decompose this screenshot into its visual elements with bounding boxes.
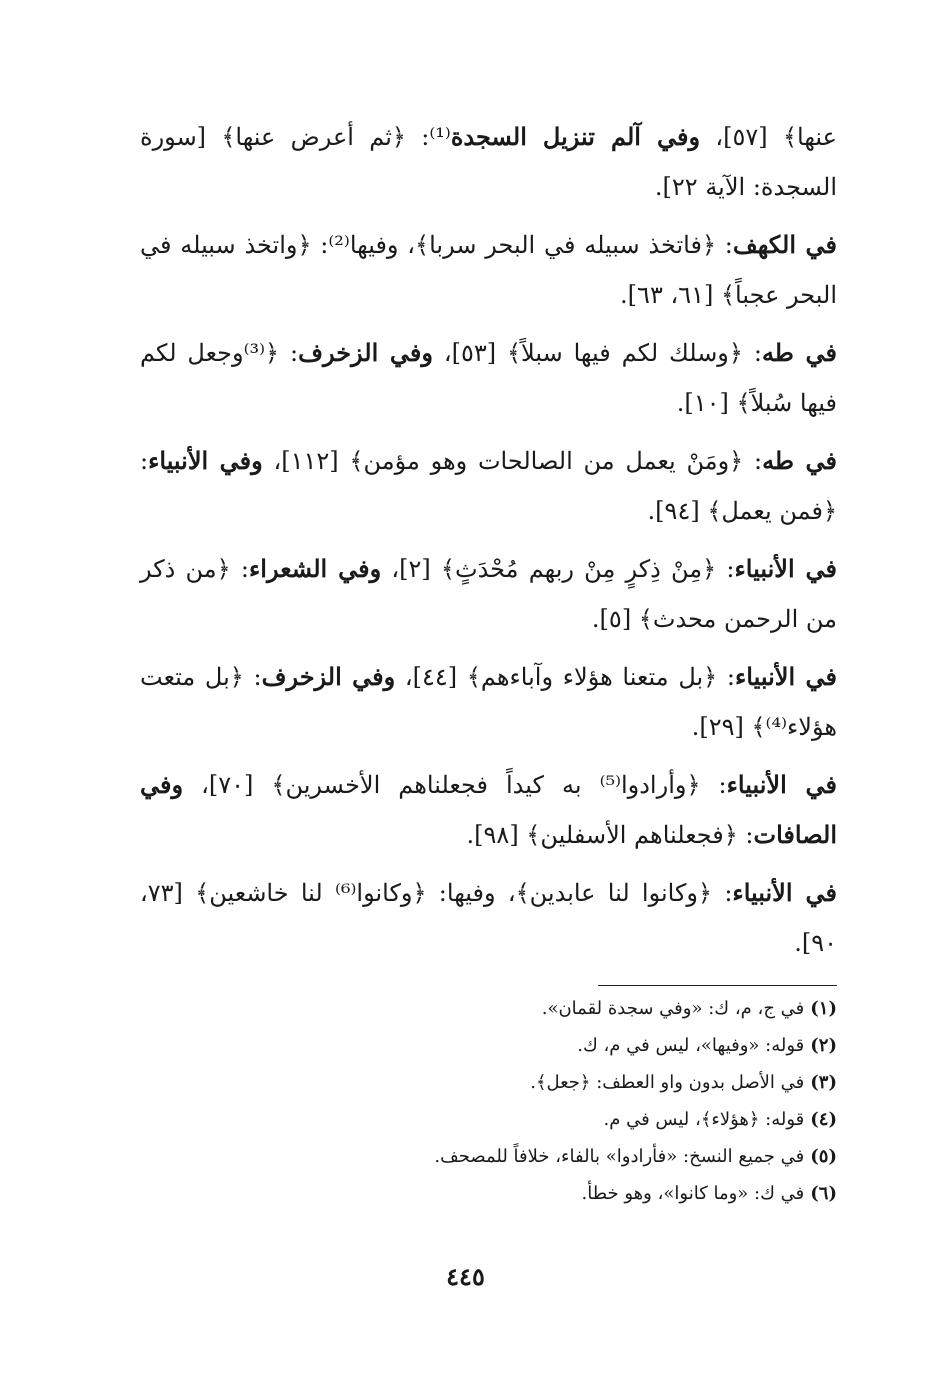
para-text: عنها﴾ [٥٧]، — [700, 123, 837, 151]
para-bold-lead: في الأنبياء — [732, 878, 837, 907]
para-text: : ﴿مِنْ ذِكرٍ مِنْ ربهم مُحْدَثٍ﴾ [٢]، — [381, 555, 735, 583]
footnote-text: قوله: «وفيها»، ليس في م، ك. — [577, 1035, 805, 1056]
para-bold-lead: في الكهف — [732, 230, 837, 259]
footnotes — [140, 990, 837, 1212]
para-text-end: : ﴿من ذكر من الرحمن محدث﴾ [٥]. — [140, 555, 837, 633]
footnote-number: (٣) — [810, 1072, 837, 1093]
paragraph-5 — [140, 544, 837, 644]
footnote-text: في ك: «وما كانوا»، وهو خطأ. — [581, 1183, 805, 1204]
paragraph-6 — [140, 652, 837, 752]
footnote-divider — [598, 985, 837, 986]
para-text-end: ⁽²⁾: ﴿واتخذ سبيله في البحر عجباً﴾ [٦١، ٦٣]. — [140, 231, 837, 309]
para-bold-mid: وفي آلم تنزيل السجدة — [450, 122, 701, 151]
para-bold-mid: وفي الشعراء — [249, 554, 382, 583]
para-text: : ﴿ومَنْ يعمل من الصالحات وهو مؤمن﴾ [١١٢]، — [262, 447, 763, 475]
paragraph-8 — [140, 868, 837, 968]
paragraph-2 — [140, 220, 837, 320]
footnote-1 — [140, 990, 837, 1027]
footnote-text: قوله: ﴿هؤلاء﴾، ليس في م. — [603, 1109, 805, 1130]
footnote-text: في الأصل بدون واو العطف: ﴿جعل﴾. — [530, 1072, 805, 1093]
paragraph-3 — [140, 328, 837, 428]
para-text-end: : ﴿فمن يعمل﴾ [٩٤]. — [140, 447, 837, 525]
para-bold-lead: في الأنبياء — [726, 770, 837, 799]
para-bold-mid: وفي الزخرف — [298, 338, 433, 367]
footnote-3 — [140, 1064, 837, 1101]
footnote-number: (٢) — [810, 1035, 837, 1056]
footnote-number: (١) — [810, 998, 837, 1019]
para-text: : ﴿وأرادوا⁽⁵⁾ به كيداً فجعلناهم الأخسرين﴾ [٧٠]، — [183, 771, 727, 799]
paragraph-7 — [140, 760, 837, 860]
paragraph-4 — [140, 436, 837, 536]
footnote-text: في ج، م، ك: «وفي سجدة لقمان». — [541, 998, 805, 1019]
footnote-4 — [140, 1101, 837, 1138]
para-text: : ﴿وكانوا لنا عابدين﴾، وفيها: ﴿وكانوا⁽⁶⁾ لنا خاشعين﴾ [٧٣، ٩٠]. — [140, 879, 837, 957]
para-text-end: ⁽¹⁾: ﴿ثم أعرض عنها﴾ [سورة السجدة: الآية ٢٢]. — [140, 123, 837, 201]
paragraph-1 — [140, 112, 837, 212]
footnote-number: (٥) — [810, 1146, 837, 1167]
footnote-number: (٦) — [810, 1183, 837, 1204]
main-text — [140, 112, 837, 976]
para-text: : ﴿فاتخذ سبيله في البحر سربا﴾، وفيها — [349, 231, 733, 259]
page-number: ٤٤٥ — [446, 1262, 485, 1291]
footnote-text: في جميع النسخ: «فأرادوا» بالفاء، خلافاً للمصحف. — [434, 1146, 805, 1167]
para-text-end: : ﴿فجعلناهم الأسفلين﴾ [٩٨]. — [466, 821, 754, 849]
para-bold-mid: وفي الصافات — [140, 770, 837, 849]
footnote-6 — [140, 1175, 837, 1212]
para-bold-lead: في طه — [762, 446, 837, 475]
para-bold-lead: في طه — [761, 338, 837, 367]
para-text: : ﴿وسلك لكم فيها سبلاً﴾ [٥٣]، — [432, 339, 762, 367]
footnote-number: (٤) — [810, 1109, 837, 1130]
para-text: : ﴿بل متعنا هؤلاء وآباءهم﴾ [٤٤]، — [395, 663, 735, 691]
para-bold-mid: وفي الزخرف — [261, 662, 396, 691]
para-bold-mid: وفي الأنبياء — [148, 446, 263, 475]
footnote-2 — [140, 1027, 837, 1064]
para-text-end: : ﴿⁽³⁾وجعل لكم فيها سُبلاً﴾ [١٠]. — [140, 339, 837, 417]
para-bold-lead: في الأنبياء — [734, 554, 838, 583]
para-bold-lead: في الأنبياء — [735, 662, 837, 691]
para-text-end: : ﴿بل متعت هؤلاء⁽⁴⁾﴾ [٢٩]. — [140, 663, 837, 741]
footnote-5 — [140, 1138, 837, 1175]
